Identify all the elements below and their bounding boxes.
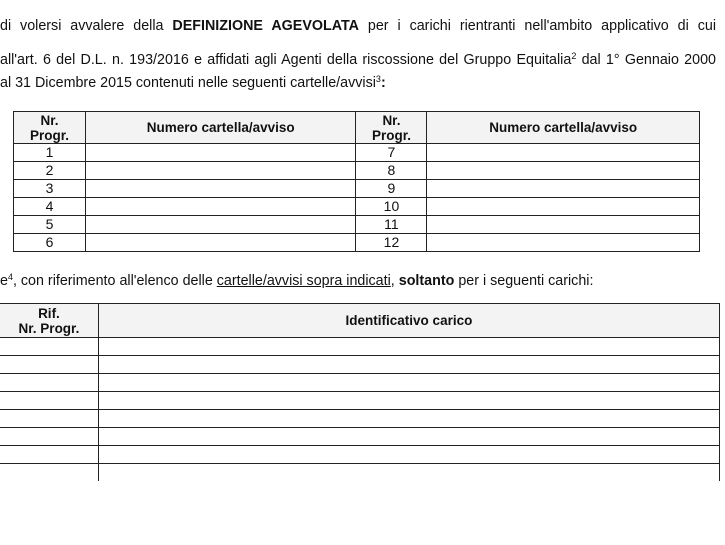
table-row [0, 338, 720, 356]
cartella-input-cell[interactable] [85, 144, 356, 162]
definizione-agevolata-bold: DEFINIZIONE AGEVOLATA [172, 18, 359, 34]
cartella-input-cell[interactable] [85, 216, 356, 234]
cartelle-reference-underlined: cartelle/avvisi sopra indicati [216, 273, 391, 289]
rif-input-cell[interactable] [0, 428, 98, 446]
cartella-input-cell[interactable] [85, 180, 356, 198]
cartelle-table [13, 111, 700, 252]
table-row: 1 7 [14, 144, 700, 162]
intro-line-2: all'art. 6 del D.L. n. 193/2016 e affidati agli Agenti della riscossione del Gruppo Equitalia$^2$ dal 1° Gennaio 2000 [0, 51, 716, 68]
cartella-input-cell[interactable] [427, 180, 700, 198]
cartella-input-cell[interactable] [427, 162, 700, 180]
identificativo-input-cell[interactable] [98, 446, 719, 464]
table-row [0, 392, 720, 410]
header-numero-cartella-right: Numero cartella/avviso [427, 112, 700, 144]
identificativo-input-cell[interactable] [98, 356, 719, 374]
table-row: 2 8 [14, 162, 700, 180]
cartella-input-cell[interactable] [427, 144, 700, 162]
table-row [0, 464, 720, 482]
cartella-input-cell[interactable] [85, 162, 356, 180]
header-numero-cartella-left: Numero cartella/avviso [85, 112, 356, 144]
intro-line-1: di volersi avvalere della DEFINIZIONE AGEVOLATA per i carichi rientranti nell'ambito applicativo di cui [0, 18, 716, 34]
table-row [0, 374, 720, 392]
rif-input-cell[interactable] [0, 410, 98, 428]
paragraph-2: $e^4$, con riferimento all'elenco delle cartelle/avvisi sopra indicati, soltanto per i seguenti carichi: [0, 272, 594, 289]
carichi-table [0, 303, 720, 481]
cartella-input-cell[interactable] [85, 198, 356, 216]
identificativo-input-cell[interactable] [98, 410, 719, 428]
table-row [0, 446, 720, 464]
table-row [0, 356, 720, 374]
soltanto-bold: soltanto [398, 273, 455, 289]
header-identificativo-carico: Identificativo carico [98, 304, 719, 338]
cartella-input-cell[interactable] [85, 234, 356, 252]
rif-input-cell[interactable] [0, 374, 98, 392]
rif-input-cell[interactable] [0, 338, 98, 356]
rif-input-cell[interactable] [0, 446, 98, 464]
footnote-ref-2: 2 [571, 51, 577, 61]
intro-line-3: al 31 Dicembre 2015 contenuti nelle seguenti cartelle/avvisi$^3$: [0, 74, 386, 91]
cartella-input-cell[interactable] [427, 216, 700, 234]
identificativo-input-cell[interactable] [98, 464, 719, 482]
table-row: 4 10 [14, 198, 700, 216]
footnote-ref-3: 3 [375, 74, 381, 84]
cartella-input-cell[interactable] [427, 198, 700, 216]
cartella-input-cell[interactable] [427, 234, 700, 252]
table-row: 3 9 [14, 180, 700, 198]
identificativo-input-cell[interactable] [98, 338, 719, 356]
header-nr-progr-left: Nr. Progr. [14, 112, 86, 144]
footnote-ref-4: 4 [7, 272, 13, 282]
table-row [0, 410, 720, 428]
header-nr-progr-right: Nr. Progr. [356, 112, 427, 144]
table-row [0, 428, 720, 446]
rif-input-cell[interactable] [0, 356, 98, 374]
identificativo-input-cell[interactable] [98, 374, 719, 392]
table-row: 5 11 [14, 216, 700, 234]
header-rif-nr-progr: Rif. Nr. Progr. [0, 304, 98, 338]
identificativo-input-cell[interactable] [98, 428, 719, 446]
rif-input-cell[interactable] [0, 392, 98, 410]
rif-input-cell[interactable] [0, 464, 98, 482]
identificativo-input-cell[interactable] [98, 392, 719, 410]
table-row: 6 12 [14, 234, 700, 252]
